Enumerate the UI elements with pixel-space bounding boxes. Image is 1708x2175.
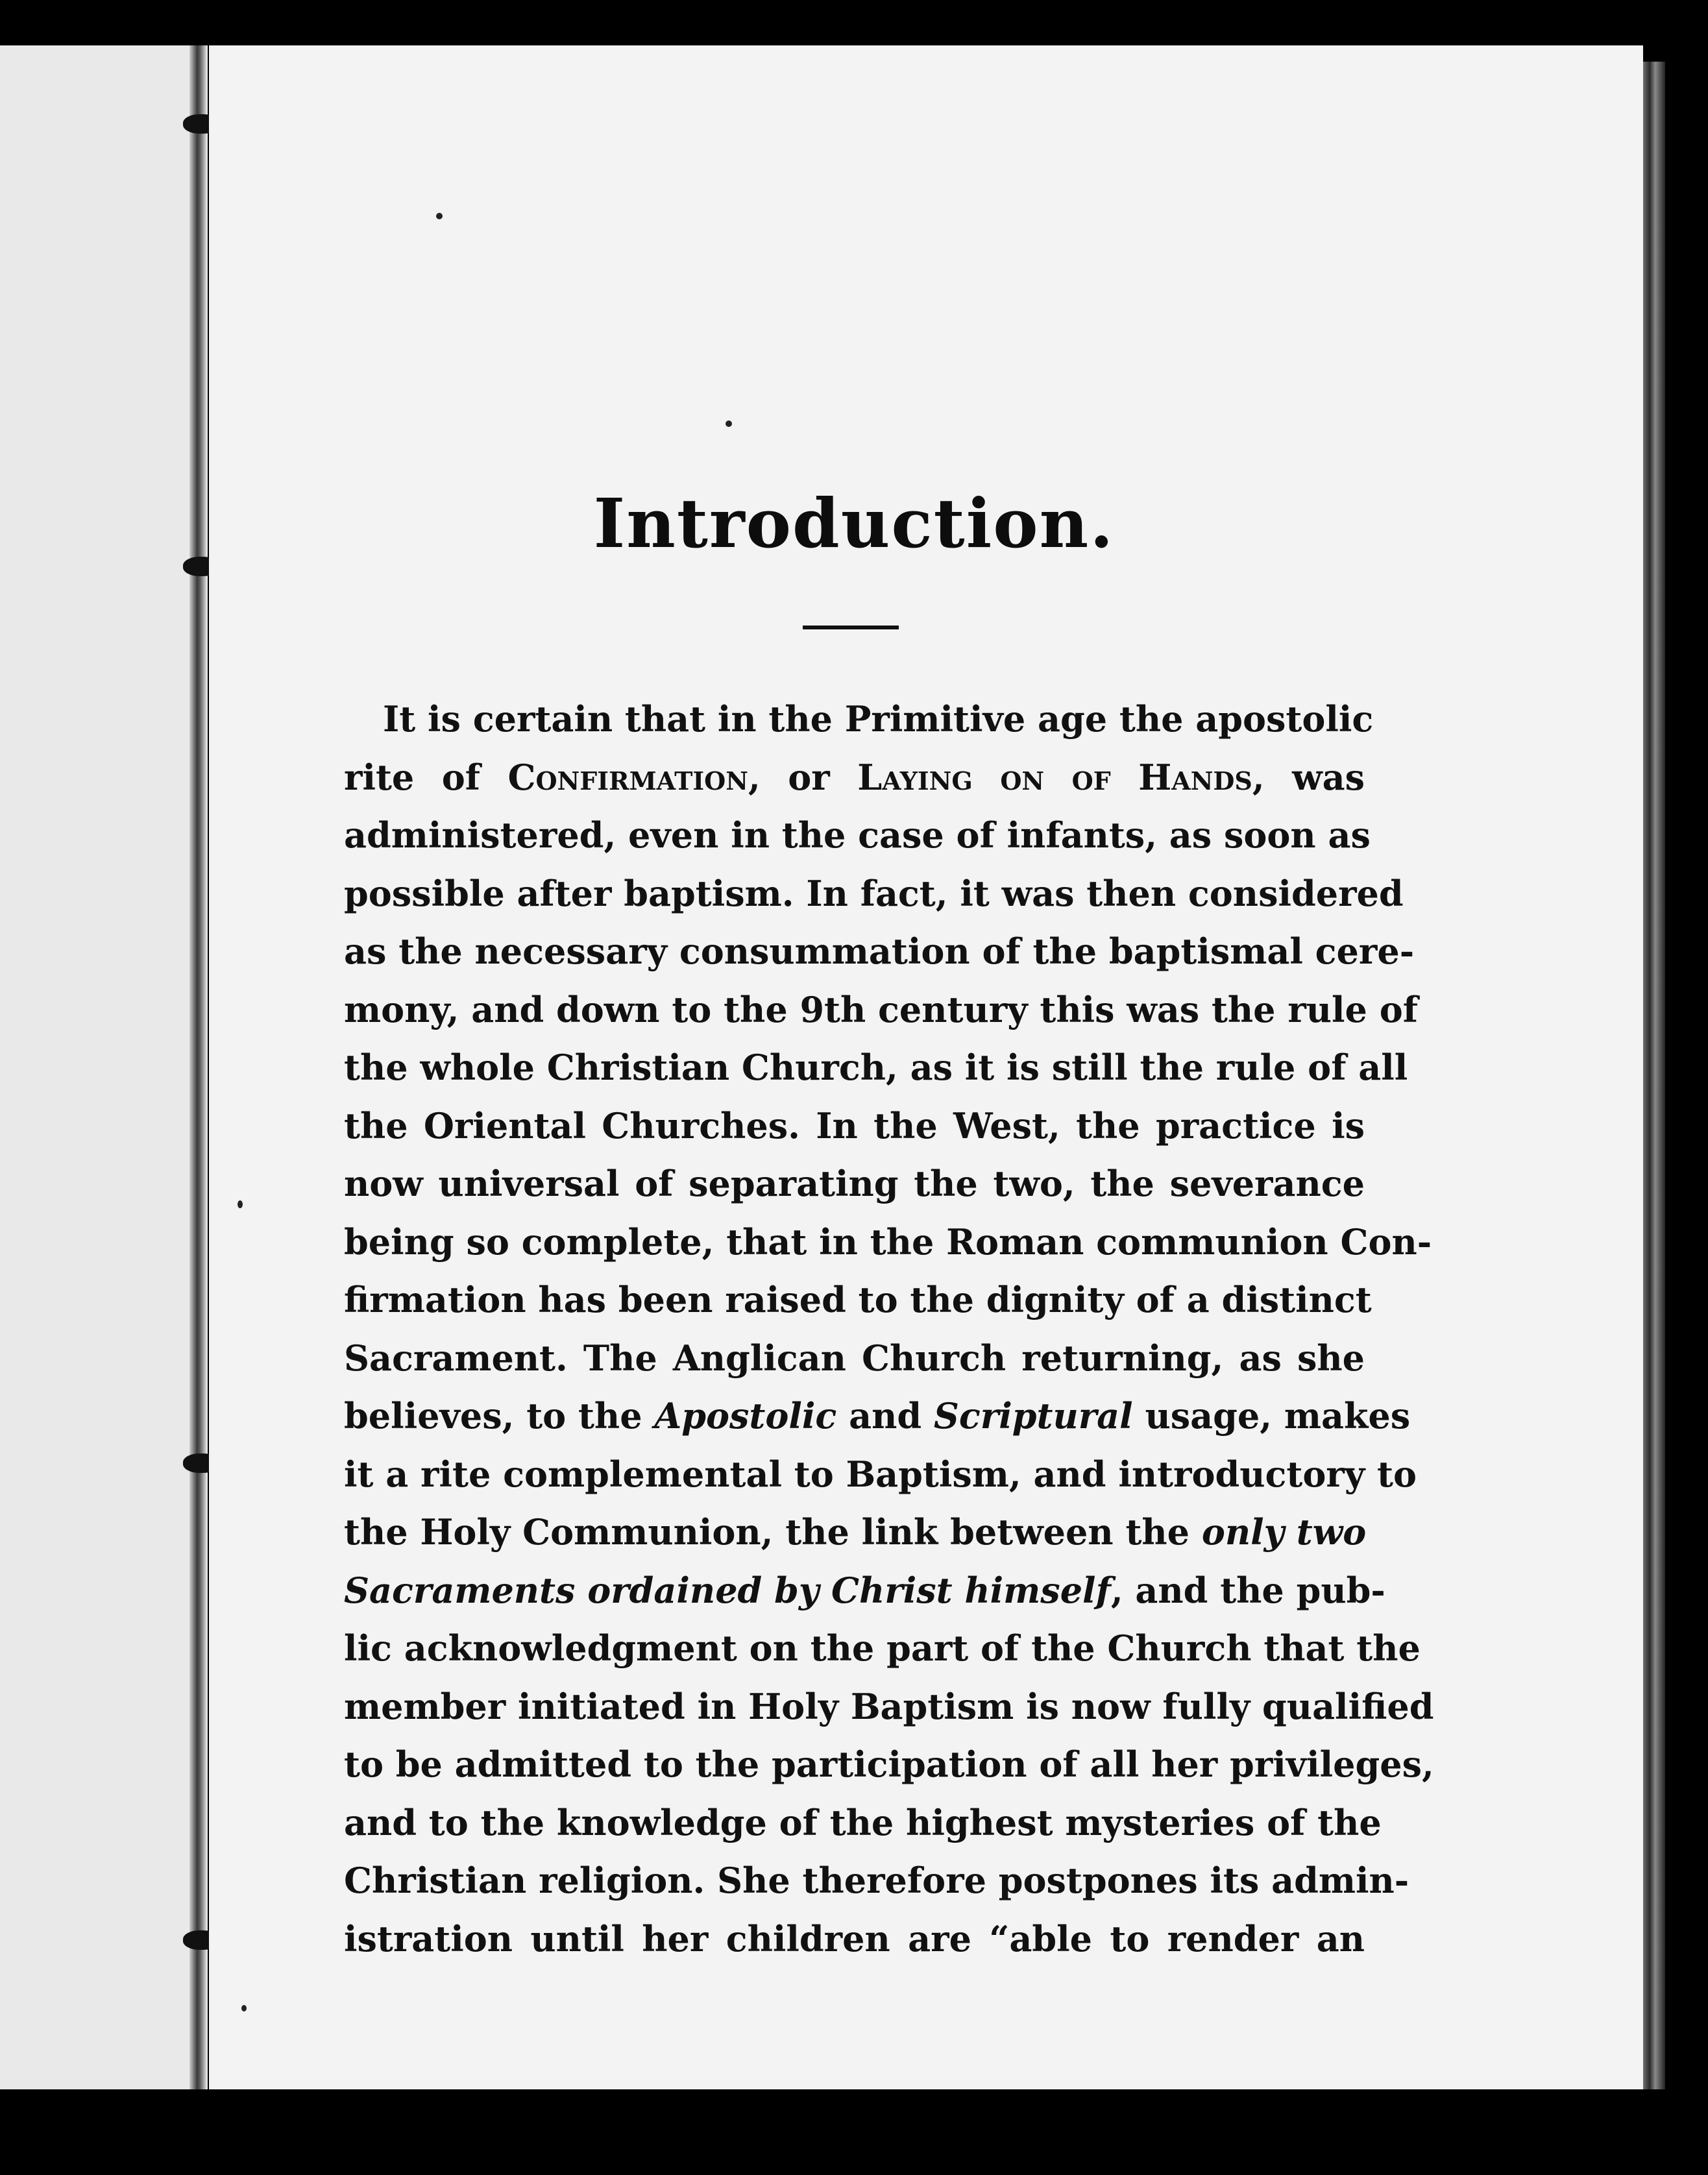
paper-speck <box>238 1200 243 1208</box>
text-run: to be admitted to the participation of all her privileges, <box>344 1744 1434 1785</box>
text-line <box>344 1678 1434 1736</box>
text-line <box>344 1910 1365 1969</box>
text-line <box>344 1097 1365 1156</box>
text-line <box>344 1330 1365 1388</box>
text-run: as the necessary consummation of the baptismal cere- <box>344 930 1415 972</box>
text-run: mony, and down to the 9th century this was the rule of <box>344 988 1418 1030</box>
title-divider-rule <box>803 626 899 629</box>
text-run: Sacraments ordained by Christ himself <box>344 1569 1111 1611</box>
text-run: Scriptural <box>933 1395 1133 1437</box>
text-line <box>344 1446 1417 1504</box>
text-line <box>344 923 1415 981</box>
text-run: Apostolic <box>654 1395 837 1437</box>
text-run: member initiated in Holy Baptism is now fully qualified <box>344 1685 1434 1727</box>
text-run: now universal of separating the two, the severance <box>344 1163 1365 1204</box>
text-run: the Holy Communion, the link between the <box>344 1511 1202 1553</box>
paper-speck <box>726 420 732 427</box>
text-line <box>344 1039 1408 1097</box>
text-run: It is certain that in the Primitive age the apostolic <box>383 698 1374 740</box>
text-run: administered, even in the case of infants, as soon as <box>344 814 1371 856</box>
text-run: firmation has been raised to the dignity of a distinct <box>344 1279 1372 1320</box>
paper-speck <box>241 2005 247 2011</box>
text-line <box>344 865 1404 923</box>
text-run: being so complete, that in the Roman communion Con- <box>344 1221 1432 1263</box>
paper-speck <box>436 213 443 219</box>
facing-page-margin <box>0 45 208 2089</box>
text-run: the whole Christian Church, as it is still the rule of all <box>344 1047 1408 1088</box>
text-line <box>344 1852 1409 1910</box>
text-line <box>344 749 1365 807</box>
book-binding-gutter <box>189 45 206 2089</box>
text-run: Confirmation <box>507 756 748 798</box>
text-line <box>344 1387 1411 1446</box>
text-run: lic acknowledgment on the part of the Church that the <box>344 1627 1421 1669</box>
text-run: , was <box>1252 756 1365 798</box>
page-title: Introduction. <box>593 483 1115 563</box>
text-run: it a rite complemental to Baptism, and introductory to <box>344 1453 1417 1495</box>
text-run: possible after baptism. In fact, it was then considered <box>344 872 1404 914</box>
text-run: istration until her children are “able to render an <box>344 1917 1365 1960</box>
introduction-paragraph <box>344 690 1434 1968</box>
text-run: the Oriental Churches. In the West, the practice is <box>344 1104 1365 1147</box>
page-edge-shadow <box>1643 62 1665 2089</box>
text-line <box>344 1620 1421 1678</box>
text-run: Sacrament. The Anglican Church returning, as she <box>344 1337 1365 1379</box>
text-line <box>344 981 1418 1039</box>
text-line <box>344 1271 1372 1330</box>
text-line <box>344 1562 1385 1620</box>
text-run: usage, makes <box>1132 1395 1411 1437</box>
text-run: , and the pub- <box>1110 1569 1385 1611</box>
text-line <box>344 1155 1365 1213</box>
text-run: only two <box>1201 1511 1367 1553</box>
text-run: and to the knowledge of the highest mysteries of the <box>344 1801 1382 1843</box>
text-run: and <box>836 1395 934 1437</box>
text-line <box>344 1794 1382 1853</box>
text-run: , or <box>748 756 858 798</box>
text-line <box>344 690 1374 749</box>
text-run: Christian religion. She therefore postpones its admin- <box>344 1860 1409 1901</box>
text-run: rite of <box>344 756 508 798</box>
text-line <box>344 1736 1434 1794</box>
text-line <box>344 1213 1432 1272</box>
text-run: believes, to the <box>344 1395 655 1437</box>
text-run: Laying on of Hands <box>857 756 1252 798</box>
text-line <box>344 807 1371 865</box>
text-line <box>344 1503 1365 1562</box>
